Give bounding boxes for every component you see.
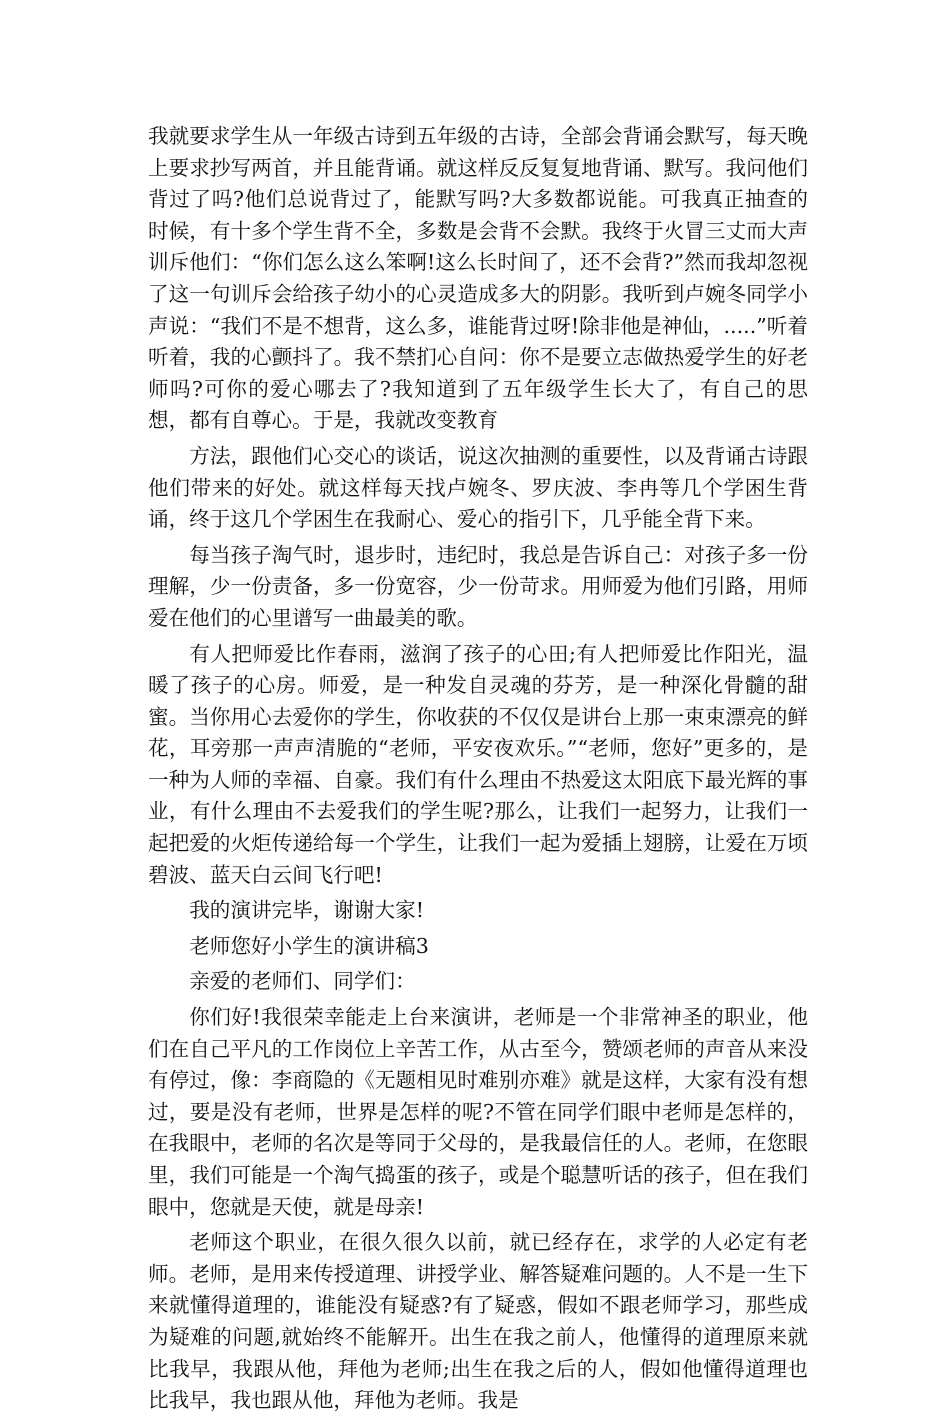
speech-title: 老师您好小学生的演讲稿3 xyxy=(189,933,429,958)
closing-line: 我的演讲完毕，谢谢大家! xyxy=(189,898,424,923)
paragraph-1: 我就要求学生从一年级古诗到五年级的古诗，全部会背诵会默写，每天晚上要求抄写两首，并且能背诵。就这样反反复复地背诵、默写。我问他们背过了吗?他们总说背过了，能默写吗?大多数都说能。可我真正抽查的时候，有十多个学生背不全，多数是会背不会默。我终于火冒三丈而大声训斥他们：“你们怎么这么笨啊!这么长时间了，还不会背?”然而我却忽视了这一句训斥会给孩子幼小的心灵造成多大的阴影。我听到卢婉冬同学小声说：“我们不是不想背，这么多，谁能背过呀!除非他是神仙，.....”听着听着，我的心颤抖了。我不禁扪心自问：你不是要立志做热爱学生的好老师吗?可你的爱心哪去了?我知道到了五年级学生长大了，有自己的思想，都有自尊心。于是，我就改变教育 xyxy=(148,124,808,433)
paragraph-2: 方法，跟他们心交心的谈话，说这次抽测的重要性，以及背诵古诗跟他们带来的好处。就这样每天找卢婉冬、罗庆波、李冉等几个学困生背诵，终于这几个学困生在我耐心、爱心的指引下，几乎能全背下来。 xyxy=(148,443,808,532)
paragraph-4: 有人把师爱比作春雨，滋润了孩子的心田;有人把师爱比作阳光，温暖了孩子的心房。师爱，是一种发自灵魂的芬芳，是一种深化骨髓的甜蜜。当你用心去爱你的学生，你收获的不仅仅是讲台上那一束束漂亮的鲜花，耳旁那一声声清脆的“老师，平安夜欢乐。”“老师，您好”更多的，是一种为人师的幸福、自豪。我们有什么理由不热爱这太阳底下最光辉的事业，有什么理由不去爱我们的学生呢?那么，让我们一起努力，让我们一起把爱的火炬传递给每一个学生，让我们一起为爱插上翅膀，让爱在万顷碧波、蓝天白云间飞行吧! xyxy=(148,641,808,887)
paragraph-8: 你们好!我很荣幸能走上台来演讲，老师是一个非常神圣的职业，他们在自己平凡的工作岗位上辛苦工作，从古至今，赞颂老师的声音从来没有停过，像：李商隐的《无题相见时难别亦难》就是这样，大家有没有想过，要是没有老师，世界是怎样的呢?不管在同学们眼中老师是怎样的，在我眼中，老师的名次是等同于父母的，是我最信任的人。老师，在您眼里，我们可能是一个淘气捣蛋的孩子，或是个聪慧听话的孩子，但在我们眼中，您就是天使，就是母亲! xyxy=(148,1005,808,1219)
document-body xyxy=(148,121,808,1417)
paragraph-9: 老师这个职业，在很久很久以前，就已经存在，求学的人必定有老师。老师，是用来传授道理、讲授学业、解答疑难问题的。人不是一生下来就懂得道理的，谁能没有疑惑?有了疑惑，假如不跟老师学习，那些成为疑难的问题,就始终不能解开。出生在我之前人，他懂得的道理原来就比我早，我跟从他，拜他为老师;出生在我之后的人，假如他懂得道理也比我早，我也跟从他，拜他为老师。我是 xyxy=(148,1230,808,1413)
paragraph-3: 每当孩子淘气时，退步时，违纪时，我总是告诉自己：对孩子多一份理解，少一份责备，多一份宽容，少一份苛求。用师爱为他们引路，用师爱在他们的心里谱写一曲最美的歌。 xyxy=(148,542,808,630)
salutation: 亲爱的老师们、同学们： xyxy=(189,969,416,994)
